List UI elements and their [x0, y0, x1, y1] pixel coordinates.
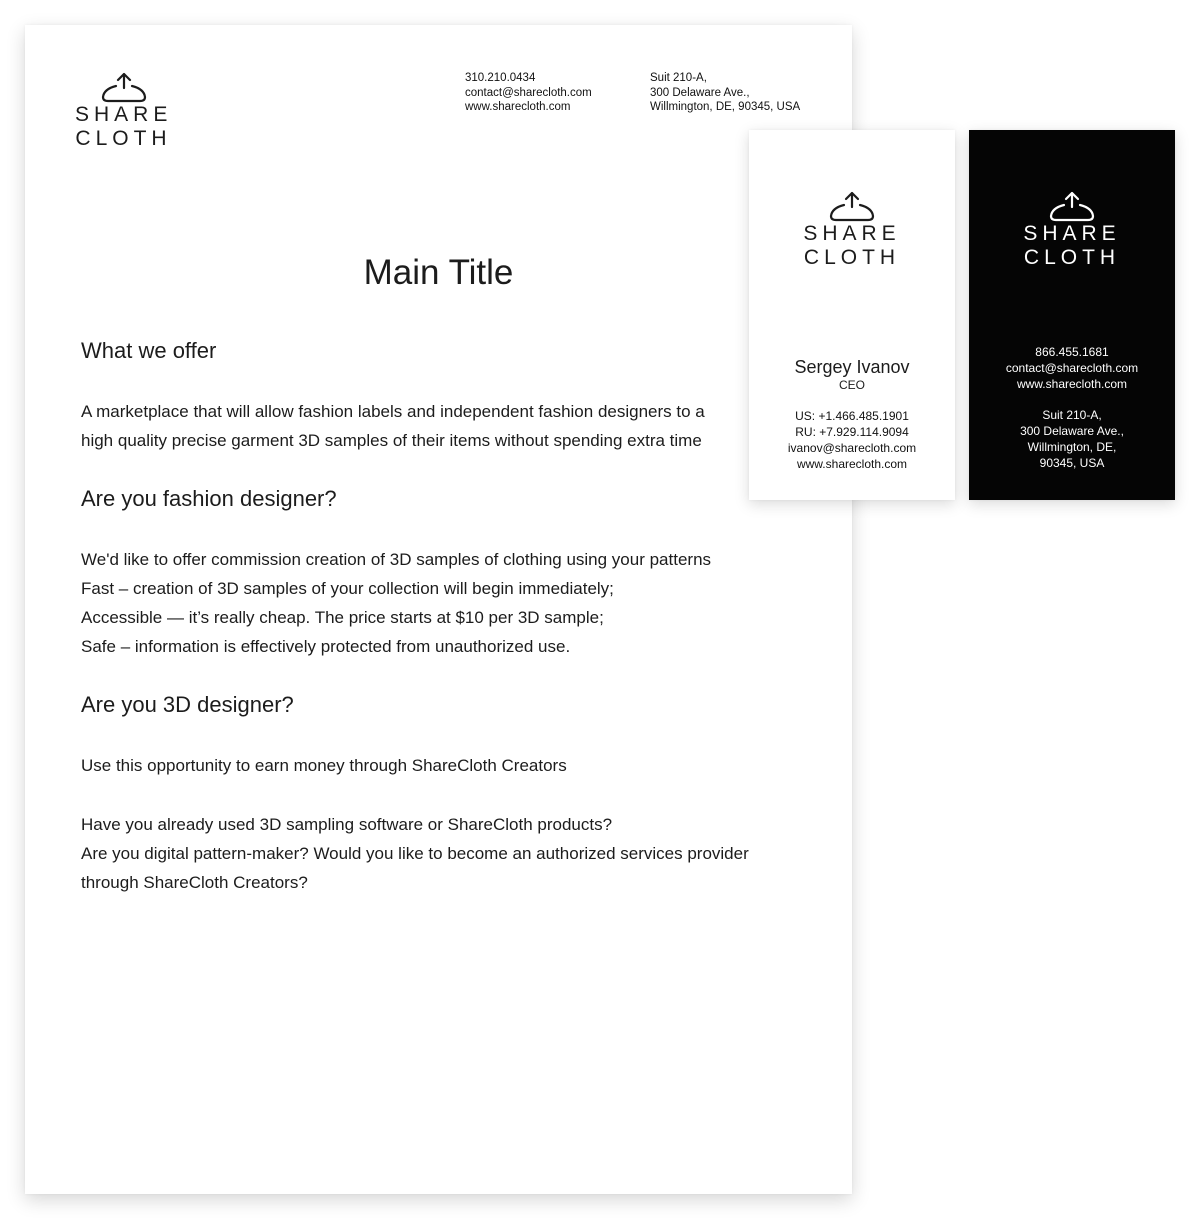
card-email: contact@sharecloth.com — [1005, 361, 1139, 375]
hanger-upload-icon — [100, 71, 148, 103]
card-person-role: CEO — [838, 378, 865, 392]
logo-word-cloth: CLOTH — [1023, 246, 1121, 269]
paragraph: A marketplace that will allow fashion labels and independent fashion designers to a — [81, 402, 705, 421]
letterhead-email: contact@sharecloth.com — [465, 86, 592, 99]
hanger-upload-icon — [1048, 190, 1096, 222]
card-address-line: 300 Delaware Ave., — [1020, 424, 1124, 438]
card-phone-us: US: +1.466.485.1901 — [795, 409, 909, 423]
card-address-line: Willmington, DE, — [1027, 440, 1117, 454]
section-heading-offer: What we offer — [81, 338, 217, 363]
logo-word-share: SHARE — [1023, 222, 1121, 245]
document-title: Main Title — [363, 253, 514, 292]
paragraph: Accessible — it’s really cheap. The price starts at $10 per 3D sample; — [81, 608, 604, 627]
business-card-front — [749, 130, 955, 500]
logo-word-cloth: CLOTH — [75, 127, 172, 150]
letterhead-address-line: 300 Delaware Ave., — [650, 86, 750, 99]
card-person-name: Sergey Ivanov — [794, 357, 910, 377]
paragraph: Safe – information is effectively protected from unauthorized use. — [81, 637, 571, 656]
document-body — [81, 337, 841, 897]
hanger-upload-icon — [828, 190, 876, 222]
paragraph: Use this opportunity to earn money through ShareCloth Creators — [81, 756, 567, 775]
card-address-line: 90345, USA — [1039, 456, 1105, 470]
paragraph: Are you digital pattern-maker? Would you like to become an authorized services provider — [81, 844, 749, 863]
card-website: www.sharecloth.com — [796, 457, 908, 471]
card-website: www.sharecloth.com — [1016, 377, 1128, 391]
card-phone: 866.455.1681 — [1035, 345, 1109, 359]
letterhead-contact — [465, 71, 592, 115]
sharecloth-logo — [75, 71, 172, 151]
card-address-line: Suit 210-A, — [1042, 408, 1102, 422]
business-card-back — [969, 130, 1175, 500]
letterhead-address-line: Willmington, DE, 90345, USA — [650, 101, 801, 113]
letterhead-address — [650, 71, 800, 115]
letterhead-address-line: Suit 210-A, — [650, 72, 707, 84]
letterhead-phone: 310.210.0434 — [465, 72, 536, 84]
section-heading-fashion-designer: Are you fashion designer? — [81, 486, 337, 511]
section-heading-3d-designer: Are you 3D designer? — [81, 692, 294, 717]
logo-word-share: SHARE — [803, 222, 901, 245]
paragraph: through ShareCloth Creators? — [81, 873, 308, 892]
paragraph: Fast – creation of 3D samples of your collection will begin immediately; — [81, 579, 614, 598]
letterhead-website: www.sharecloth.com — [465, 101, 571, 113]
paragraph: high quality precise garment 3D samples of their items without spending extra time — [81, 431, 702, 450]
logo-word-cloth: CLOTH — [803, 246, 901, 269]
paragraph: We'd like to offer commission creation of 3D samples of clothing using your patterns — [81, 550, 712, 569]
card-address — [969, 407, 1175, 471]
logo-word-share: SHARE — [75, 103, 173, 126]
letterhead-page — [25, 25, 852, 1194]
card-email: ivanov@sharecloth.com — [787, 441, 917, 455]
card-phone-ru: RU: +7.929.114.9094 — [795, 425, 909, 439]
card-contact-list — [749, 408, 955, 472]
card-contact-list — [969, 344, 1175, 392]
sharecloth-logo — [969, 190, 1175, 270]
sharecloth-logo — [749, 190, 955, 270]
paragraph: Have you already used 3D sampling software or ShareCloth products? — [81, 815, 613, 834]
